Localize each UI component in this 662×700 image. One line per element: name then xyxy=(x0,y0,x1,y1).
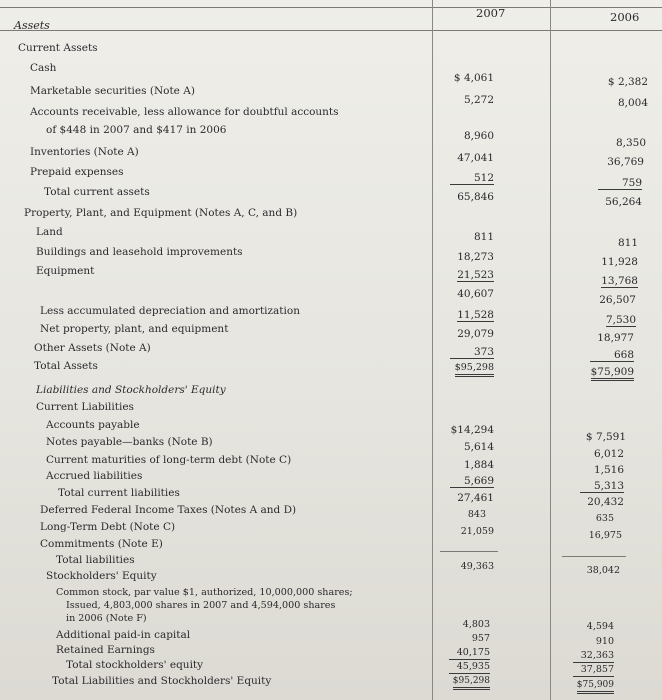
total-liab-label: Total liabilities xyxy=(56,554,135,566)
prepaid-label: Prepaid expenses xyxy=(30,166,124,178)
net-ppe-2007: 29,079 xyxy=(457,328,494,340)
retained-2007: 40,175 xyxy=(449,647,490,660)
total-assets-2007: $95,298 xyxy=(455,362,494,377)
year-2006-header: 2006 xyxy=(610,10,640,24)
receivable-label-1: Accounts receivable, less allowance for doubtful accounts xyxy=(30,106,339,118)
accounts-payable-2007: $14,294 xyxy=(450,424,494,436)
receivable-label-2: of $448 in 2007 and $417 in 2006 xyxy=(46,124,227,136)
apic-label: Additional paid-in capital xyxy=(56,629,191,641)
apic-2006: 910 xyxy=(595,636,614,647)
total-le-2006: $75,909 xyxy=(577,679,614,694)
deferred-tax-label: Deferred Federal Income Taxes (Notes A and D) xyxy=(40,504,297,516)
cash-2006: $ 2,382 xyxy=(607,76,648,88)
inventories-2006: 36,769 xyxy=(607,156,644,168)
less-accum-label: Less accumulated depreciation and amortization xyxy=(40,305,300,317)
accrued-2007: 5,669 xyxy=(450,475,494,488)
se-heading: Stockholders' Equity xyxy=(46,570,157,582)
accrued-label: Accrued liabilities xyxy=(46,470,143,482)
long-term-debt-2006: 16,975 xyxy=(588,530,622,541)
other-assets-label: Other Assets (Note A) xyxy=(34,342,151,354)
total-liab-2007: 49,363 xyxy=(460,561,494,572)
marketable-2007: 5,272 xyxy=(463,94,494,106)
cash-2007: $ 4,061 xyxy=(453,72,494,84)
common-label-3: in 2006 (Note F) xyxy=(66,613,147,624)
common-label-2: Issued, 4,803,000 shares in 2007 and 4,594,000 shares xyxy=(66,600,336,611)
total-current-liab-2006: 20,432 xyxy=(587,496,624,508)
buildings-2007: 18,273 xyxy=(457,251,494,263)
total-se-2006: 37,857 xyxy=(573,664,614,677)
less-accum-2006: 7,530 xyxy=(605,314,636,326)
long-term-debt-2007: 21,059 xyxy=(460,526,494,537)
apic-2007: 957 xyxy=(471,633,490,644)
total-se-2007: 45,935 xyxy=(449,661,490,674)
marketable-label: Marketable securities (Note A) xyxy=(30,85,195,97)
common-2006: 4,594 xyxy=(586,621,614,632)
total-current-liab-2007: 27,461 xyxy=(457,492,494,504)
other-assets-2006: 668 xyxy=(590,349,634,362)
notes-payable-2007: 5,614 xyxy=(463,441,494,453)
year-2007-header: 2007 xyxy=(476,6,506,20)
inventories-label: Inventories (Note A) xyxy=(30,146,139,158)
ppe-heading: Property, Plant, and Equipment (Notes A, C, and B) xyxy=(24,207,298,219)
equipment-label: Equipment xyxy=(36,265,95,277)
total-current-liab-label: Total current liabilities xyxy=(58,487,180,499)
net-ppe-label: Net property, plant, and equipment xyxy=(40,323,229,335)
total-current-assets-2007: 65,846 xyxy=(457,191,494,203)
long-term-debt-label: Long-Term Debt (Note C) xyxy=(40,521,176,533)
buildings-2006: 11,928 xyxy=(601,256,638,268)
liab-equity-heading: Liabilities and Stockholders' Equity xyxy=(36,384,226,396)
accrued-2006: 5,313 xyxy=(580,480,624,493)
equipment-2006: 13,768 xyxy=(601,275,638,287)
inventories-2007: 47,041 xyxy=(457,152,494,164)
total-current-assets-label: Total current assets xyxy=(44,186,150,198)
header-top-rule xyxy=(0,7,662,8)
other-assets-2007: 373 xyxy=(450,346,494,359)
prepaid-2006: 759 xyxy=(598,177,642,190)
column-divider-mid xyxy=(550,0,551,700)
buildings-label: Buildings and leasehold improvements xyxy=(36,246,243,258)
ppe-gross-2007: 40,607 xyxy=(457,288,494,300)
land-label: Land xyxy=(36,226,63,238)
marketable-2006: 8,004 xyxy=(617,97,648,109)
common-2007: 4,803 xyxy=(462,619,490,630)
total-le-2007: $95,298 xyxy=(453,675,490,690)
ppe-gross-2006: 26,507 xyxy=(599,294,636,306)
retained-label: Retained Earnings xyxy=(56,644,155,656)
equipment-2007: 21,523 xyxy=(457,269,494,281)
notes-payable-2006: 6,012 xyxy=(593,448,624,460)
land-2007: 811 xyxy=(473,231,494,243)
total-assets-2006: $75,909 xyxy=(591,366,634,381)
accounts-payable-label: Accounts payable xyxy=(46,419,140,431)
total-se-label: Total stockholders' equity xyxy=(66,659,204,671)
current-maturities-2006: 1,516 xyxy=(593,464,624,476)
current-assets-heading: Current Assets xyxy=(18,42,98,54)
column-divider-left xyxy=(432,0,433,700)
assets-heading: Assets xyxy=(14,19,50,32)
current-maturities-label: Current maturities of long-term debt (Note C) xyxy=(46,454,292,466)
land-2006: 811 xyxy=(617,237,638,249)
deferred-tax-2007: 843 xyxy=(467,509,486,520)
current-liab-heading: Current Liabilities xyxy=(36,401,134,413)
net-ppe-2006: 18,977 xyxy=(597,332,634,344)
total-le-label: Total Liabilities and Stockholders' Equity xyxy=(52,675,272,687)
deferred-tax-2006: 635 xyxy=(595,513,614,524)
total-current-assets-2006: 56,264 xyxy=(605,196,642,208)
current-maturities-2007: 1,884 xyxy=(463,459,494,471)
cash-label: Cash xyxy=(30,62,57,74)
less-accum-2007: 11,528 xyxy=(457,309,494,321)
accounts-payable-2006: $ 7,591 xyxy=(585,431,626,443)
notes-payable-label: Notes payable—banks (Note B) xyxy=(46,436,213,448)
receivable-2006: 8,350 xyxy=(615,137,646,149)
header-bottom-rule xyxy=(0,30,662,31)
total-assets-label: Total Assets xyxy=(34,360,98,372)
prepaid-2007: 512 xyxy=(450,172,494,185)
commitments-label: Commitments (Note E) xyxy=(40,538,163,550)
total-liab-rule-2007 xyxy=(440,551,498,552)
receivable-2007: 8,960 xyxy=(463,130,494,142)
common-label-1: Common stock, par value $1, authorized, 10,000,000 shares; xyxy=(56,587,353,598)
total-liab-2006: 38,042 xyxy=(586,565,620,576)
retained-2006: 32,363 xyxy=(573,650,614,663)
total-liab-rule-2006 xyxy=(562,556,626,557)
